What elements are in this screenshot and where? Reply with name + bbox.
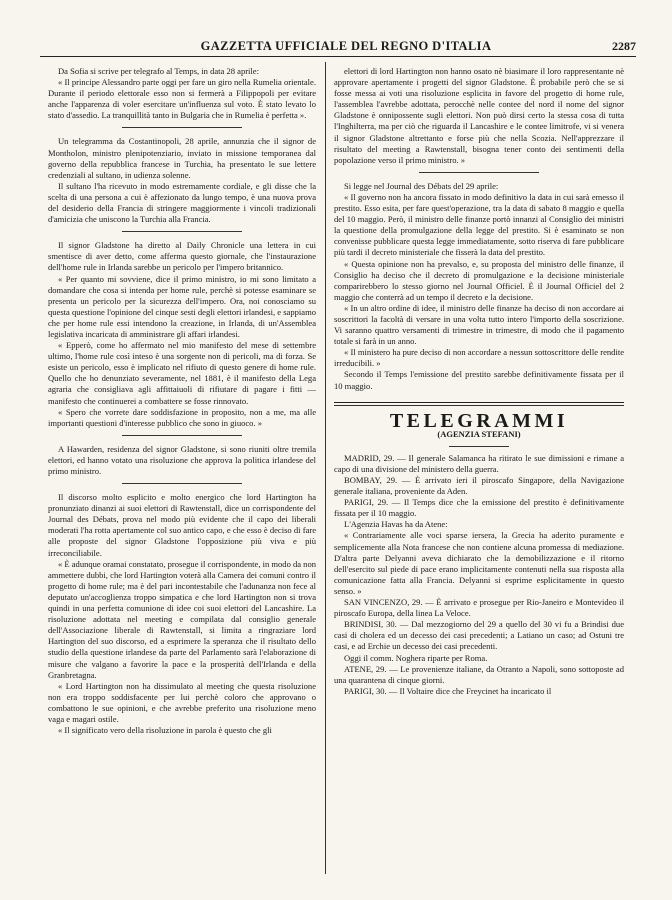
left-column xyxy=(48,66,316,870)
section-divider xyxy=(449,446,509,447)
section-rule xyxy=(334,402,624,403)
article-paragraph: « Spero che vorrete dare soddisfazione in proposito, non a me, ma alle importanti questioni d'interesse pubblico che sono in giuoco. » xyxy=(48,406,316,428)
telegram-item: MADRID, 29. — Il generale Salamanca ha ritirato le sue dimissioni e rimane a capo di una divisione del ministero della guerra. xyxy=(334,452,624,474)
article-paragraph: « In un altro ordine di idee, il ministro delle finanze ha deciso di non accordare ai soscrittori la facoltà di versare in una volta tutto intero l'importo della soscrizione. Vi saranno quattro versamenti di trimestre in trimestre, di modo che il pagamento totale si farà in un anno. xyxy=(334,302,624,347)
article-paragraph: Da Sofia si scrive per telegrafo al Temps, in data 28 aprile: xyxy=(58,66,259,76)
telegram-item: PARIGI, 30. — Il Voltaire dice che Freycinet ha incaricato il xyxy=(344,685,552,696)
column-divider xyxy=(325,62,326,874)
section-divider xyxy=(122,435,242,436)
telegrammi-heading: TELEGRAMMI xyxy=(389,409,569,432)
article-paragraph: Un telegramma da Costantinopoli, 28 aprile, annunzia che il signor de Montholon, ministro plenipotenziario, inviato in missione temporanea dal governo della repubblica francese in Turchia, ha presentato le sue lettere credenziali al sultano, in udienza solenne. xyxy=(48,136,316,180)
article-paragraph: « Per quanto mi sovviene, dice il primo ministro, io mi sono limitato a domandare che cosa si intenda per home rule, perchè si potesse esaminare se presenta un pericolo per la sicurezza dell'impero. Ora, noi conosciamo su questa questione l'opinione del cinque sesti degli elettori irlandesi, e sappiamo che per home rule essi intendono la creazione, in Irlanda, di un'Assemblea legislativa incaricata di amministrare gli affari irlandesi. xyxy=(48,273,316,339)
article-paragraph: « Il principe Alessandro parte oggi per fare un giro nella Rumelia orientale. Durante il periodo elettorale esso non si fermerà a Filippopoli per evitare anche l'apparenza di voler esercitare un'influenza sul voto. È stato levato lo stato d'assedio. La tranquillità tanto in Bulgaria che in Rumelia è perfetta ». xyxy=(48,77,316,121)
article-paragraph: « Questa opinione non ha prevalso, e, su proposta del ministro delle finanze, il Consiglio ha deciso che il decreto di promulgazione e la decisione ministeriale comparirebbero lo stesso giorno nel Journal Officiel. È il Journal Officiel del 2 maggio che conterrà ad un tempo il decreto e la decisione. xyxy=(334,258,624,302)
telegram-item: ATENE, 29. — Le provenienze italiane, da Otranto a Napoli, sono sottoposte ad una quarantena di cinque giorni. xyxy=(334,663,624,685)
section-divider xyxy=(419,172,539,173)
telegram-item: PARIGI, 29. — Il Temps dice che la emissione del prestito è definitivamente fissata per il 10 maggio. xyxy=(334,497,624,519)
article-paragraph: Il discorso molto esplicito e molto energico che lord Hartington ha pronunziato dinanzi ai suoi elettori di Rawtenstall, dice un corrispondente del Journal des Débats, prova nel modo più evidente che il capo dei liberali moderati l'ha rotta apertamente col suo antico capo, e che esso è deciso di fare alle proposte del signor Gladstone l'opposizione più viva e più irreconciliabile. xyxy=(48,492,316,558)
telegrammi-subheading: (AGENZIA STEFANI) xyxy=(437,428,521,439)
article-paragraph: Si legge nel Journal des Débats del 29 aprile: xyxy=(344,180,499,191)
article-paragraph: « Il governo non ha ancora fissato in modo definitivo la data in cui sarà emesso il prestito. Esso esita, per fare quest'operazione, tra la data di sabato 8 maggio e quella del 10 maggio. Però, il ministro delle finanze portò innanzi al Consiglio dei ministri la questione della promulgazione della legge del prestito. Si è esaminato se non convenisse pubblicare questa legge immediatamente, sotto riserva di fare pubblicare più tardi il decreto ministeriale che fisserà la data del prestito. xyxy=(334,191,624,258)
section-divider xyxy=(122,231,242,232)
page-number: 2287 xyxy=(611,39,636,53)
section-divider xyxy=(122,483,242,484)
article-paragraph: « Lord Hartington non ha dissimulato al meeting che questa risoluzione non era troppo soddisfacente per lui perchè coloro che approvano o combattono le sue opinioni, e che avrebbe preferito una risoluzione meno vaga e magari ostile. xyxy=(48,680,316,724)
article-paragraph: « Il significato vero della risoluzione in parola è questo che gli xyxy=(58,725,272,736)
article-paragraph: elettori di lord Hartington non hanno osato nè biasimare il loro rappresentante nè approvare apertamente i progetti del signor Gladstone. È probabile però che se si fosse messa ai voti una risoluzione esplicita in favore del progetto di home rule, l'assemblea l'avrebbe adottata, perocchè nelle contee del nord il nome del signor Gladstone è onnipossente sugli elettori. Non può dirsi certo la stessa cosa di tutta l'Inghilterra, ma per ciò che riguarda il Lancashire e le contee limitrofe, vi si venera il signor Gladstone altrettanto e forse più che nella Scozia. Nell'apprezzare il risultato del meeting a Rawtenstall, bisogna tener conto dei sentimenti della popolazione verso il primo ministro. » xyxy=(334,66,624,165)
telegram-item: BOMBAY, 29. — È arrivato ieri il piroscafo Singapore, della Navigazione generale italiana, proveniente da Aden. xyxy=(334,475,624,497)
telegram-item: Oggi il comm. Noghera riparte per Roma. xyxy=(344,652,488,663)
article-paragraph: Il signor Gladstone ha diretto al Daily Chronicle una lettera in cui smentisce di aver detto, come afferma questo giornale, che l'instaurazione dell'home rule in Irlanda sarebbe un pericolo per l'impero britannico. xyxy=(48,240,316,273)
article-paragraph: Secondo il Temps l'emissione del prestito sarebbe definitivamente fissata per il 10 maggio. xyxy=(334,369,624,391)
article-paragraph: « È adunque oramai constatato, prosegue il corrispondente, in modo da non ammettere dubbi, che lord Hartington voterà alla Camera dei comuni contro il progetto di home rule; ma è del pari incontestabile che l'adunanza non fece al deputato un'accoglienza troppo simpatica e che lord Hartington non si trova quindi in una perfetta comunione di idee coi suoi elettori del Lancashire. La risoluzione adottata nel meeting e compilata dal consiglio generale dell'Associazione liberale di Rawtenstall, si limita a ringraziare lord Hartington del suo discorso, ed a esprimere la speranza che il risultato dello studio della questione irlandese da parte del Parlamento sarà l'elaborazione di misure che valgano a favorire la pace e la prosperità dell'Irlanda e della Granbretagna. xyxy=(48,558,316,680)
section-rule xyxy=(334,405,624,406)
telegram-item: L'Agenzia Havas ha da Atene: xyxy=(344,519,448,530)
telegram-item: SAN VINCENZO, 29. — È arrivato e prosegue per Rio-Janeiro e Montevideo il piroscafo Europa, della linea La Veloce. xyxy=(334,597,624,619)
right-column xyxy=(334,66,624,870)
page-header xyxy=(40,32,636,57)
newspaper-title: GAZZETTA UFFICIALE DEL REGNO D'ITALIA xyxy=(200,39,492,53)
article-paragraph: A Hawarden, residenza del signor Gladstone, si sono riuniti oltre tremila elettori, ed hanno votato una risoluzione che approva la politica irlandese del primo ministro. xyxy=(48,443,316,476)
article-paragraph: « Il ministero ha pure deciso di non accordare a nessun sottoscrittore delle rendite irreducibili. » xyxy=(334,347,624,369)
telegram-item: « Contrariamente alle voci sparse iersera, la Grecia ha aderito puramente e semplicemente alla Nota francese che non contiene alcuna promessa di mediazione. D'altra parte Delyanni aveva dichiarato che la demobilizzazione e il ritorno dell'esercito sul piede di pace erano implicitamente contenuti nella sua risposta alla comunicazione fatta alla Francia. Delyanni si esprime esplicitamente in questo senso. » xyxy=(334,530,624,596)
telegram-item: BRINDISI, 30. — Dal mezzogiorno del 29 a quello del 30 vi fu a Brindisi due casi di cholera ed un decesso dei casi precedenti; a Latiano un caso; ad Ostuni tre casi, e ad Erchie un decesso dei casi precedenti. xyxy=(334,619,624,652)
article-paragraph: Il sultano l'ha ricevuto in modo estremamente cordiale, e gli disse che la scelta di una persona a cui è affezionato da lungo tempo, è una nuova prova del desiderio della Francia di stringere maggiormente i vincoli tradizionali d'amicizia che uniscono la Turchia alla Francia. xyxy=(48,180,316,225)
article-paragraph: « Epperò, come ho affermato nel mio manifesto del mese di settembre ultimo, l'home rule così inteso è una sorgente non di pericoli, ma di forza. Se esiste un pericolo, esso è implicato nel rifiuto di questo genere di home rule. Quello che ho denunziato severamente, nel 1881, è il manifesto della Lega agraria che consigliava agli affittaiuoli di rifiutare di pagare i fitti — manifesto che continuerei a combattere se fosse rinnovato. xyxy=(48,340,316,406)
section-divider xyxy=(122,127,242,128)
